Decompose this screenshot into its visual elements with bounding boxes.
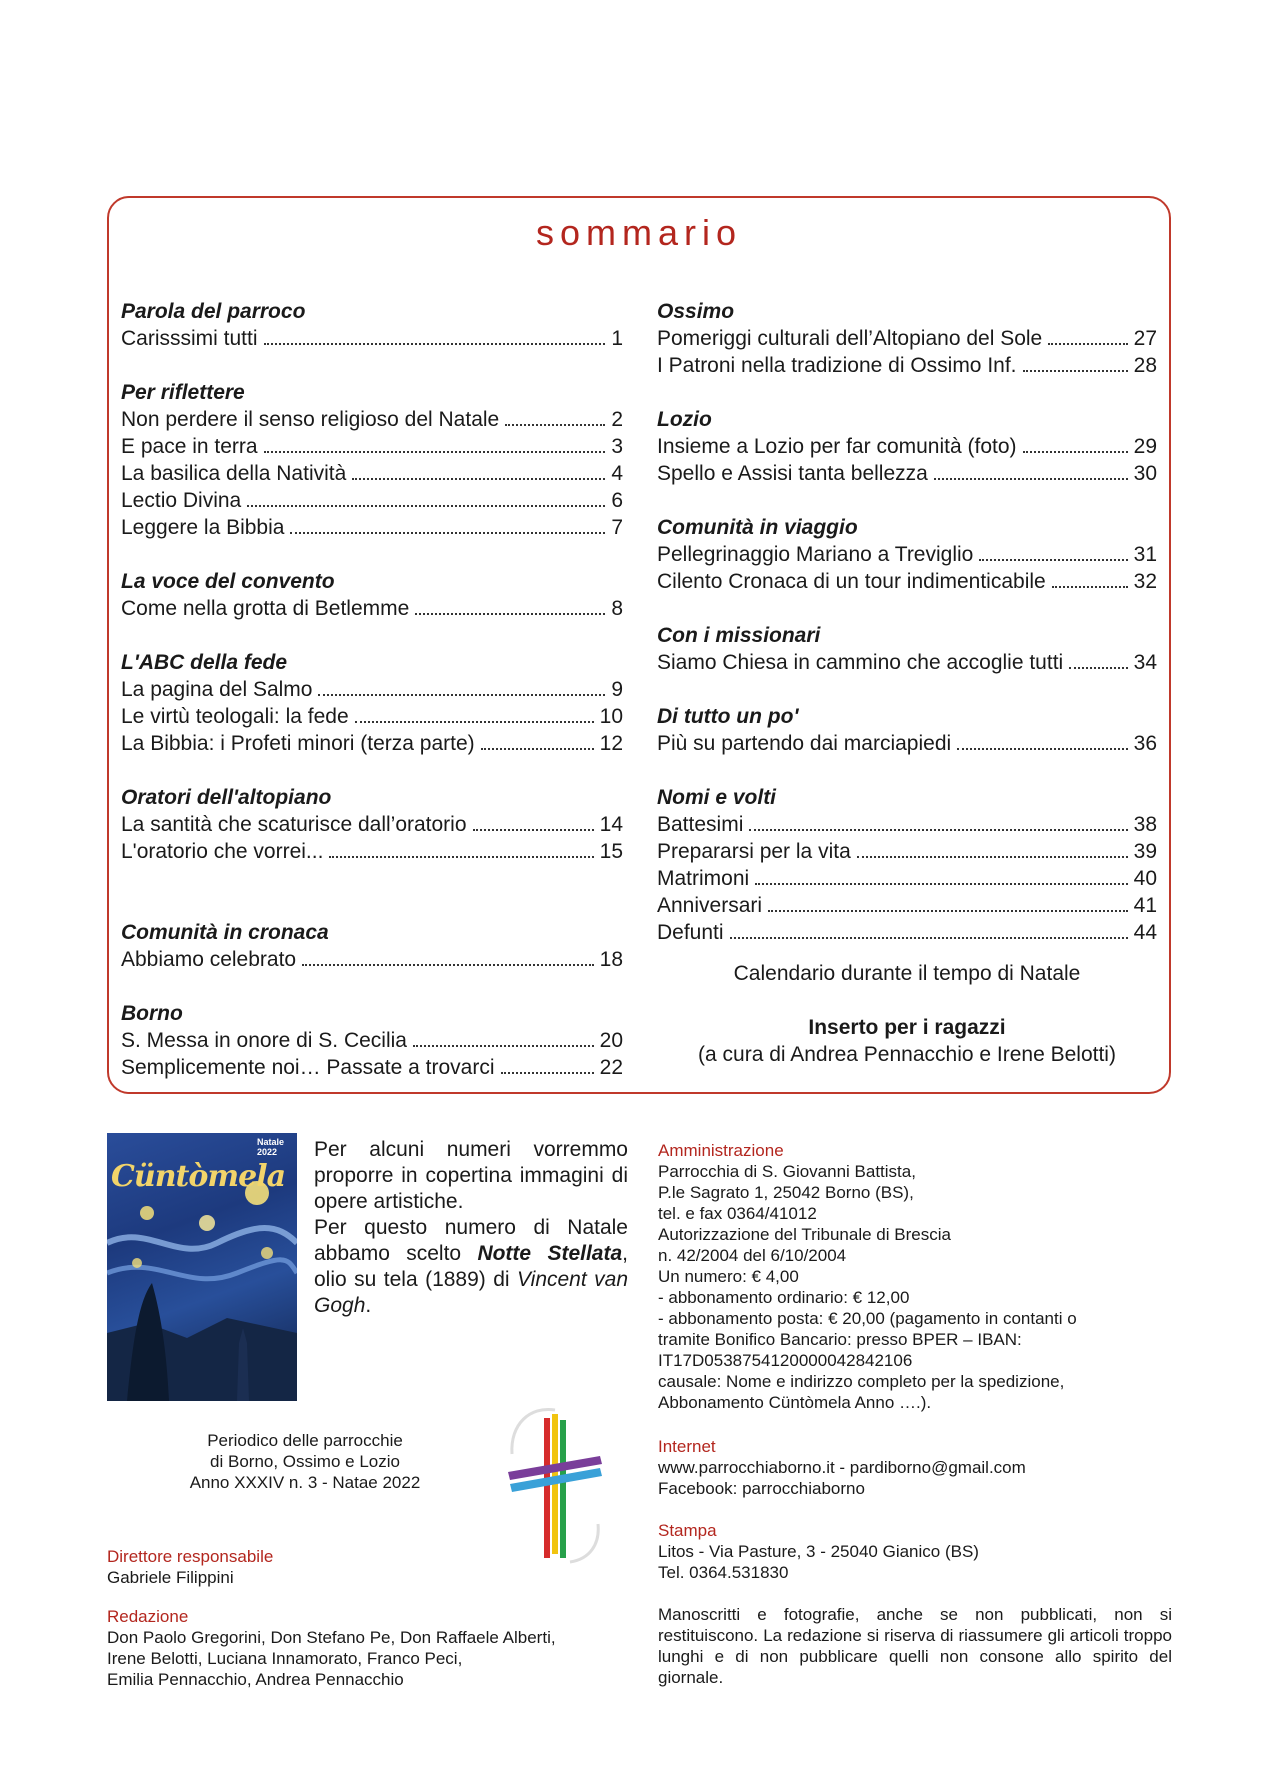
administration-line: tramite Bonifico Bancario: presso BPER – IBAN:	[658, 1330, 1022, 1349]
toc-entry[interactable]	[121, 433, 623, 460]
toc-entry-title: Battesimi	[657, 813, 744, 836]
toc-section	[121, 298, 623, 352]
toc-section	[657, 298, 1157, 379]
toc-entry[interactable]	[121, 325, 623, 352]
artist-name: Vincent van Gogh	[314, 1268, 629, 1317]
description-paragraph-2: Per questo numero di Natale abbamo scelto Notte Stellata, olio su tela (1889) di Vincent van Gogh.	[314, 1216, 629, 1317]
toc-leader-dots	[730, 936, 1128, 939]
toc-entry[interactable]	[121, 730, 623, 757]
website-email: www.parrocchiaborno.it - pardiborno@gmail.com	[658, 1458, 1026, 1477]
toc-page-number: 27	[1133, 327, 1157, 350]
toc-section	[657, 784, 1157, 946]
toc-entry-title: Insieme a Lozio per far comunità (foto)	[657, 435, 1017, 458]
insert-title: Inserto per i ragazzi	[808, 1016, 1006, 1039]
toc-entry[interactable]	[121, 946, 623, 973]
toc-leader-dots	[934, 477, 1128, 480]
administration-line: - abbonamento ordinario: € 12,00	[658, 1288, 910, 1307]
administration-line: - abbonamento posta: € 20,00 (pagamento in contanti o	[658, 1309, 1077, 1328]
print-label: Stampa	[658, 1521, 717, 1540]
director-label: Direttore responsabile	[107, 1547, 274, 1566]
toc-leader-dots	[290, 531, 605, 534]
toc-page-number: 8	[611, 597, 623, 620]
toc-page-number: 15	[599, 840, 623, 863]
toc-entry[interactable]	[121, 487, 623, 514]
toc-leader-dots	[1048, 342, 1127, 345]
toc-entry-title: Cilento Cronaca di un tour indimenticabile	[657, 570, 1046, 593]
editorial-block	[107, 1606, 627, 1690]
toc-leader-dots	[352, 477, 605, 480]
toc-section-title: Con i missionari	[657, 624, 821, 647]
toc-leader-dots	[1052, 585, 1128, 588]
artwork-title: Notte Stellata	[477, 1242, 623, 1265]
toc-leader-dots	[505, 423, 605, 426]
administration-line: Abbonamento Cüntòmela Anno ….).	[658, 1393, 932, 1412]
toc-page-number: 32	[1133, 570, 1157, 593]
toc-section	[657, 703, 1157, 757]
toc-entry-title: Pomeriggi culturali dell’Altopiano del Sole	[657, 327, 1043, 350]
toc-page-number: 28	[1133, 354, 1157, 377]
toc-section-title: Ossimo	[657, 300, 735, 323]
toc-leader-dots	[302, 963, 594, 966]
administration-line: Parrocchia di S. Giovanni Battista,	[658, 1162, 916, 1181]
toc-page-number: 34	[1133, 651, 1157, 674]
toc-page-number: 10	[599, 705, 623, 728]
toc-leader-dots	[957, 747, 1127, 750]
toc-entry-title: Non perdere il senso religioso del Natale	[121, 408, 500, 431]
facebook-page: Facebook: parrocchiaborno	[658, 1479, 865, 1498]
toc-page-number: 31	[1133, 543, 1157, 566]
toc-leader-dots	[501, 1071, 594, 1074]
toc-page-number: 1	[611, 327, 623, 350]
toc-entry[interactable]	[657, 865, 1157, 892]
administration-line: Un numero: € 4,00	[658, 1267, 799, 1286]
toc-entry[interactable]	[121, 1027, 623, 1054]
internet-label: Internet	[658, 1437, 716, 1456]
editorial-line: Irene Belotti, Luciana Innamorato, Franco Peci,	[107, 1649, 463, 1668]
toc-entry[interactable]	[657, 892, 1157, 919]
toc-entry[interactable]	[121, 460, 623, 487]
toc-left-column	[121, 298, 623, 1081]
toc-entry-title: Defunti	[657, 921, 724, 944]
printer-phone: Tel. 0364.531830	[658, 1563, 789, 1582]
toc-page-number: 36	[1133, 732, 1157, 755]
toc-section-title: L'ABC della fede	[121, 651, 288, 674]
toc-section-title: Di tutto un po'	[657, 705, 799, 728]
toc-page-number: 41	[1133, 894, 1157, 917]
toc-entry[interactable]	[121, 1054, 623, 1081]
administration-line: P.le Sagrato 1, 25042 Borno (BS),	[658, 1183, 914, 1202]
toc-page-number: 29	[1133, 435, 1157, 458]
periodical-line: Periodico delle parrocchie	[207, 1431, 403, 1450]
director-name: Gabriele Filippini	[107, 1568, 234, 1587]
toc-section-title: Parola del parroco	[121, 300, 306, 323]
administration-line: tel. e fax 0364/41012	[658, 1204, 817, 1223]
toc-entry-title: La santità che scaturisce dall’oratorio	[121, 813, 467, 836]
sommario-box	[107, 196, 1171, 1094]
administration-line: causale: Nome e indirizzo completo per la spedizione,	[658, 1372, 1065, 1391]
toc-entry-title: Carisssimi tutti	[121, 327, 258, 350]
toc-page-number: 4	[611, 462, 623, 485]
periodical-line: di Borno, Ossimo e Lozio	[210, 1452, 400, 1471]
toc-entry-title: Leggere la Bibbia	[121, 516, 285, 539]
toc-entry[interactable]	[657, 568, 1157, 595]
toc-section	[121, 1000, 623, 1081]
toc-entry[interactable]	[657, 460, 1157, 487]
toc-leader-dots	[355, 720, 594, 723]
toc-entry[interactable]	[657, 325, 1157, 352]
toc-entry-title: Le virtù teologali: la fede	[121, 705, 349, 728]
editorial-line: Emilia Pennacchio, Andrea Pennacchio	[107, 1670, 404, 1689]
toc-page-number: 12	[599, 732, 623, 755]
insert-credits: (a cura di Andrea Pennacchio e Irene Belotti)	[698, 1043, 1116, 1066]
toc-section-title: Per riflettere	[121, 381, 245, 404]
toc-leader-dots	[318, 693, 605, 696]
toc-section-title: La voce del convento	[121, 570, 335, 593]
toc-entry-title: I Patroni nella tradizione di Ossimo Inf.	[657, 354, 1017, 377]
toc-leader-dots	[413, 1044, 594, 1047]
toc-leader-dots	[264, 342, 606, 345]
periodical-info	[160, 1430, 450, 1493]
director-block	[107, 1546, 273, 1588]
description-paragraph-1: Per alcuni numeri vorremmo proporre in copertina immagini di opere artistiche.	[314, 1138, 628, 1213]
toc-entry[interactable]	[657, 838, 1157, 865]
toc-page-number: 6	[611, 489, 623, 512]
toc-entry-title: Come nella grotta di Betlemme	[121, 597, 410, 620]
toc-entry[interactable]	[121, 595, 623, 622]
print-block	[658, 1520, 1178, 1583]
toc-leader-dots	[264, 450, 606, 453]
toc-leader-dots	[247, 504, 605, 507]
toc-page-number: 3	[611, 435, 623, 458]
toc-entry-title: Lectio Divina	[121, 489, 242, 512]
toc-entry[interactable]	[121, 406, 623, 433]
toc-section	[121, 649, 623, 757]
toc-entry-title: La pagina del Salmo	[121, 678, 313, 701]
administration-line: n. 42/2004 del 6/10/2004	[658, 1246, 847, 1265]
toc-leader-dots	[979, 558, 1127, 561]
toc-section-title: Comunità in viaggio	[657, 516, 858, 539]
toc-entry-title: Abbiamo celebrato	[121, 948, 297, 971]
toc-entry-title: L'oratorio che vorrei...	[121, 840, 324, 863]
printer-address: Litos - Via Pasture, 3 - 25040 Gianico (BS)	[658, 1542, 979, 1561]
toc-section	[121, 784, 623, 865]
toc-entry[interactable]	[657, 649, 1157, 676]
toc-entry[interactable]	[121, 676, 623, 703]
cover-description	[314, 1137, 628, 1319]
toc-leader-dots	[329, 855, 593, 858]
toc-entry-title: Anniversari	[657, 894, 763, 917]
toc-section	[121, 919, 623, 973]
toc-leader-dots	[749, 828, 1127, 831]
toc-leader-dots	[481, 747, 594, 750]
cover-image	[107, 1133, 297, 1401]
calendar-note: Calendario durante il tempo di Natale	[733, 962, 1081, 985]
internet-block	[658, 1436, 1178, 1499]
toc-entry-title: La Bibbia: i Profeti minori (terza parte)	[121, 732, 475, 755]
toc-page-number: 38	[1133, 813, 1157, 836]
toc-entry[interactable]	[657, 541, 1157, 568]
toc-entry-title: Più su partendo dai marciapiedi	[657, 732, 952, 755]
toc-entry[interactable]	[657, 730, 1157, 757]
toc-section	[121, 568, 623, 622]
administration-label: Amministrazione	[658, 1141, 784, 1160]
toc-page-number: 7	[611, 516, 623, 539]
toc-entry-title: Spello e Assisi tanta bellezza	[657, 462, 928, 485]
periodical-line: Anno XXXIV n. 3 - Natae 2022	[189, 1473, 421, 1492]
toc-entry-title: La basilica della Natività	[121, 462, 347, 485]
toc-leader-dots	[1069, 666, 1127, 669]
toc-entry-title: S. Messa in onore di S. Cecilia	[121, 1029, 407, 1052]
toc-page-number: 14	[599, 813, 623, 836]
toc-leader-dots	[755, 882, 1127, 885]
toc-entry[interactable]	[657, 811, 1157, 838]
toc-entry-title: Pellegrinaggio Mariano a Treviglio	[657, 543, 974, 566]
parish-cross-logo	[500, 1404, 610, 1564]
toc-section	[657, 406, 1157, 487]
toc-leader-dots	[1023, 369, 1128, 372]
toc-section	[657, 514, 1157, 595]
toc-section-title: Comunità in cronaca	[121, 921, 329, 944]
toc-page-number: 18	[599, 948, 623, 971]
sommario-title: sommario	[535, 212, 743, 253]
toc-section-title: Nomi e volti	[657, 786, 777, 809]
toc-entry[interactable]	[121, 703, 623, 730]
toc-section	[121, 379, 623, 541]
toc-entry-title: Semplicemente noi… Passate a trovarci	[121, 1056, 495, 1079]
toc-leader-dots	[857, 855, 1128, 858]
toc-entry[interactable]	[121, 514, 623, 541]
toc-entry[interactable]	[121, 838, 623, 865]
toc-entry-title: Matrimoni	[657, 867, 750, 890]
toc-page-number: 22	[599, 1056, 623, 1079]
toc-right-column	[657, 298, 1157, 1068]
administration-line: IT17D0538754120000042842106	[658, 1351, 913, 1370]
toc-entry[interactable]	[657, 919, 1157, 946]
cover-brand-logo: Cüntòmela	[111, 1159, 286, 1194]
toc-entry[interactable]	[657, 433, 1157, 460]
toc-section-title: Oratori dell'altopiano	[121, 786, 332, 809]
toc-page-number: 44	[1133, 921, 1157, 944]
toc-page-number: 9	[611, 678, 623, 701]
toc-entry-title: Siamo Chiesa in cammino che accoglie tutti	[657, 651, 1064, 674]
administration-line: Autorizzazione del Tribunale di Brescia	[658, 1225, 951, 1244]
toc-page-number: 39	[1133, 840, 1157, 863]
toc-page-number: 2	[611, 408, 623, 431]
editorial-label: Redazione	[107, 1607, 189, 1626]
toc-entry-title: Prepararsi per la vita	[657, 840, 851, 863]
administration-block	[658, 1140, 1178, 1413]
editorial-line: Don Paolo Gregorini, Don Stefano Pe, Don Raffaele Alberti,	[107, 1628, 556, 1647]
toc-page-number: 40	[1133, 867, 1157, 890]
toc-leader-dots	[415, 612, 605, 615]
toc-entry[interactable]	[657, 352, 1157, 379]
cover-edition-tag: Natale 2022	[257, 1137, 285, 1157]
toc-section	[657, 622, 1157, 676]
toc-page-number: 30	[1133, 462, 1157, 485]
toc-entry-title: E pace in terra	[121, 435, 258, 458]
toc-page-number: 20	[599, 1029, 623, 1052]
toc-leader-dots	[473, 828, 594, 831]
toc-section-title: Lozio	[657, 408, 712, 431]
toc-leader-dots	[768, 909, 1128, 912]
manuscripts-note: Manoscritti e fotografie, anche se non pubblicati, non si restituiscono. La redazione si riserva di riassumere gli articoli troppo lunghi e di non pubblicare quelli non consone allo spirito del giornale.	[658, 1605, 1172, 1687]
toc-entry[interactable]	[121, 811, 623, 838]
toc-section-title: Borno	[121, 1002, 183, 1025]
toc-leader-dots	[1023, 450, 1128, 453]
